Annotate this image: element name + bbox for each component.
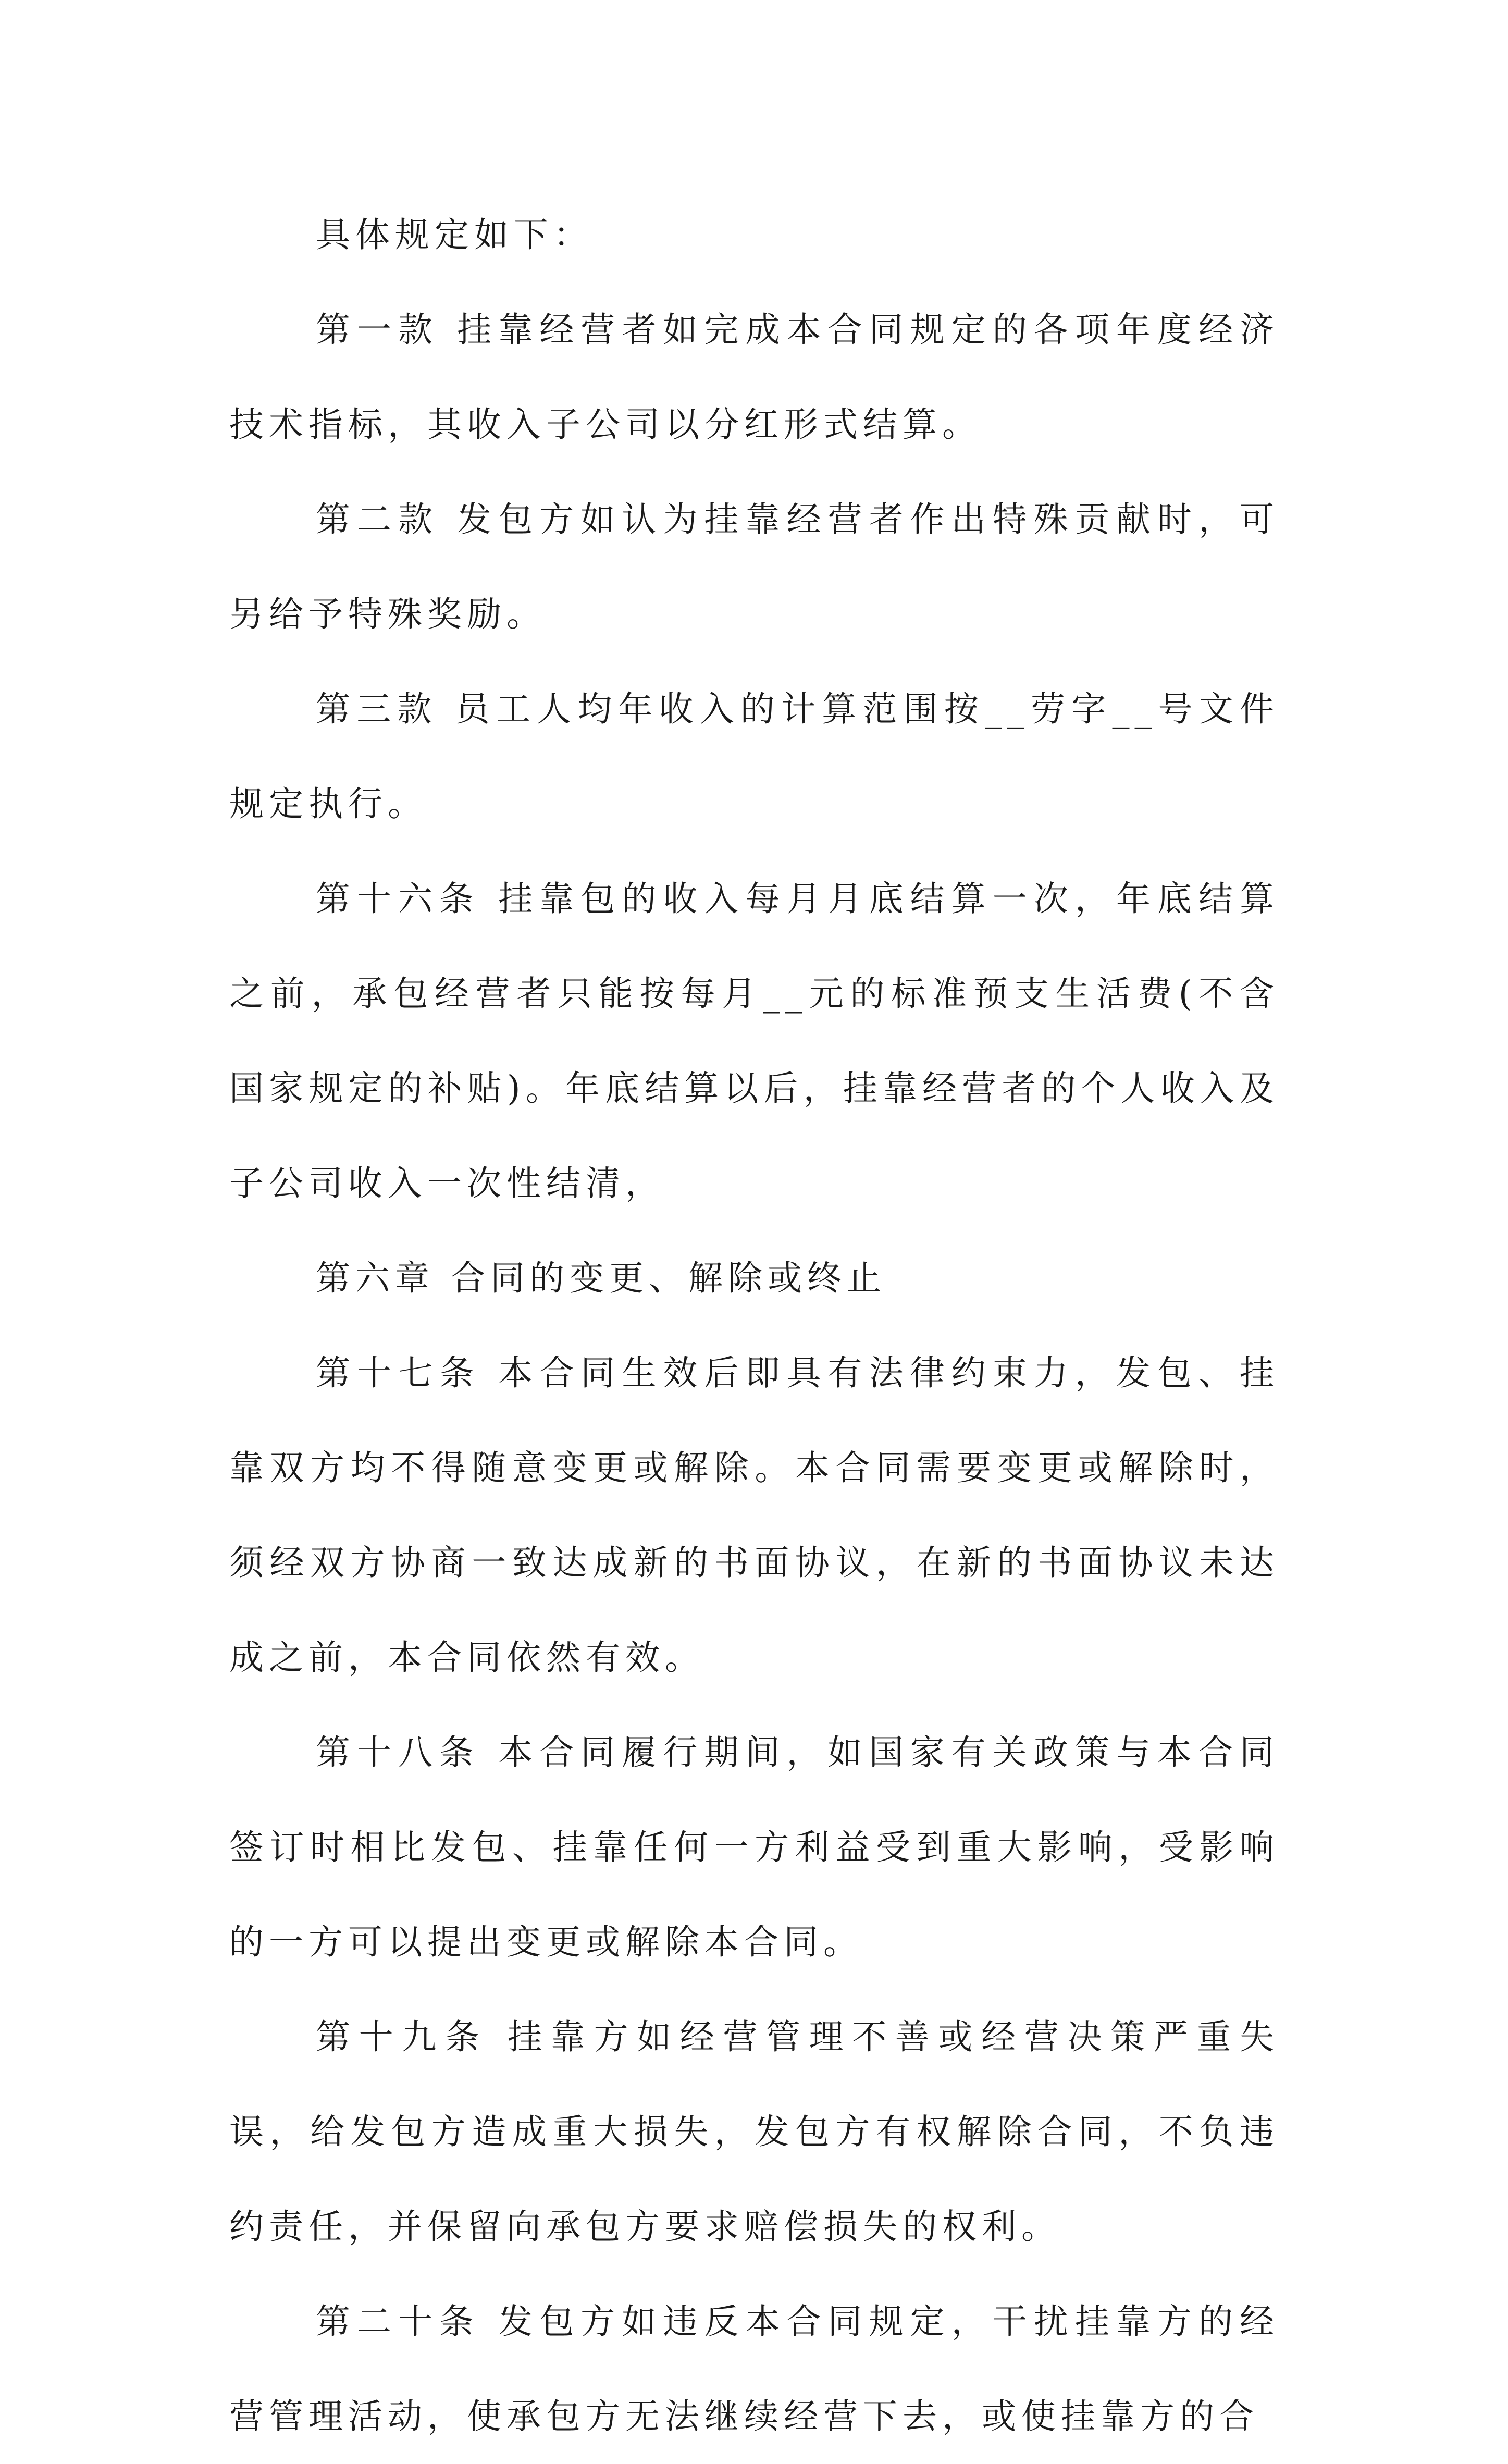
document-body [229, 188, 1279, 2464]
paragraph-clause-1: 第一款 挂靠经营者如完成本合同规定的各项年度经济技术指标，其收入子公司以分红形式结算。 [229, 310, 1279, 445]
paragraph-article-17: 第十七条 本合同生效后即具有法律约束力，发包、挂靠双方均不得随意变更或解除。本合同需要变更或解除时，须经双方协商一致达成新的书面协议，在新的书面协议未达成之前，本合同依然有效。 [229, 1353, 1279, 1678]
paragraph-article-18: 第十八条 本合同履行期间，如国家有关政策与本合同签订时相比发包、挂靠任何一方利益受到重大影响，受影响的一方可以提出变更或解除本合同。 [229, 1732, 1279, 1962]
paragraph-article-20: 第二十条 发包方如违反本合同规定，干扰挂靠方的经营管理活动，使承包方无法继续经营下去，或使挂靠方的合 [229, 2301, 1279, 2436]
chapter-heading-6: 第六章 合同的变更、解除或终止 [316, 1258, 886, 1298]
paragraph-intro: 具体规定如下： [316, 215, 593, 255]
paragraph-article-19: 第十九条 挂靠方如经营管理不善或经营决策严重失误，给发包方造成重大损失，发包方有权解除合同，不负违约责任，并保留向承包方要求赔偿损失的权利。 [229, 2017, 1279, 2247]
paragraph-article-16: 第十六条 挂靠包的收入每月月底结算一次，年底结算之前，承包经营者只能按每月__元的标准预支生活费(不含国家规定的补贴)。年底结算以后，挂靠经营者的个人收入及子公司收入一次性结清， [229, 879, 1279, 1203]
paragraph-clause-2: 第二款 发包方如认为挂靠经营者作出特殊贡献时，可另给予特殊奖励。 [229, 499, 1279, 634]
paragraph-clause-3: 第三款 员工人均年收入的计算范围按__劳字__号文件规定执行。 [229, 689, 1279, 824]
